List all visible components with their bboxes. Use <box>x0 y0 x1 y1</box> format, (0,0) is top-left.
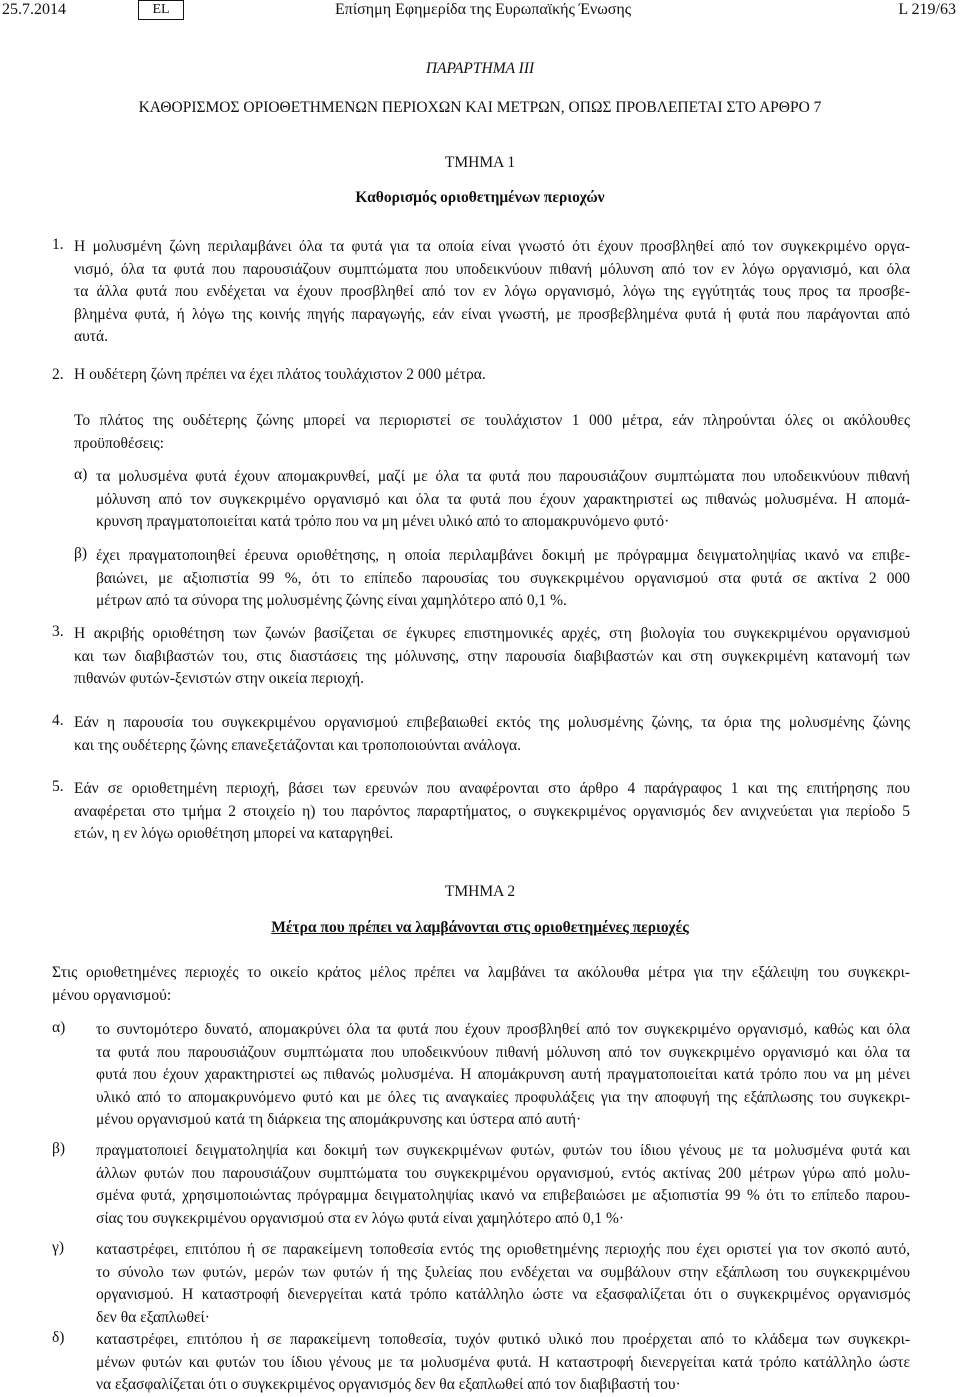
text-line: να εξασφαλίζεται ότι ο συγκεκριμένος οργανισμός δεν θα εξαπλωθεί από τον διαβιβαστή του· <box>96 1376 681 1393</box>
list-label: α) <box>74 466 88 483</box>
text-line: άλλων φυτών που παρουσιάζουν συμπτώματα του συγκεκριμένου οργανισμού, εντός ακτίνας 200 μέτρων γύρω από μολυ- <box>96 1164 910 1182</box>
text-line: μέτρων από τα σύνορα της μολυσμένης ζώνης είναι χαμηλότερο από 0,1 %. <box>96 592 567 609</box>
section1-subtitle: Καθορισμός οριοθετημένων περιοχών <box>355 189 605 206</box>
text-line: βλημένα φυτά, ή λόγω της κοινής πηγής παραγωγής, εάν είναι γνωστή, με προσβεβλημένα φυτά ή φυτά που παράγονται από <box>74 305 910 323</box>
text-line: το σύνολο των φυτών, μερών των φυτών ή της ξυλείας που ενδέχεται να συμβάλουν στην εξάπλωση του συγκεκριμένου <box>96 1263 910 1281</box>
text-line: τα μολυσμένα φυτά έχουν απομακρυνθεί, μαζί με όλα τα φυτά που παρουσιάζουν συμπτώματα που υποδεικνύουν πιθανή <box>96 468 910 485</box>
text-line: Η ακριβής οριοθέτηση των ζωνών βασίζεται σε έγκυρες επιστημονικές αρχές, στη βιολογία του συγκεκριμένου οργανισμού <box>74 625 910 642</box>
section2-title: ΤΜΗΜΑ 2 <box>444 883 516 900</box>
section2-item-b <box>96 1140 910 1230</box>
text-line: νισμό, όλα τα φυτά που παρουσιάζουν συμπτώματα που υποδεικνύουν πιθανή μόλυνση από τον εν λόγω οργανισμό, και όλα <box>74 260 910 278</box>
paragraph-number: 1. <box>52 236 64 253</box>
text-line: τα άλλα φυτά που ενδέχεται να έχουν προσβληθεί από τον εν λόγω οργανισμό, λόγω της εγγύτητάς τους προς τα προσβε- <box>74 283 910 300</box>
text-line: προϋποθέσεις: <box>74 434 164 452</box>
list-label: α) <box>52 1019 66 1036</box>
section1-paragraph-3 <box>74 623 910 691</box>
section1-item-b <box>96 545 910 613</box>
paragraph-number: 5. <box>52 778 64 795</box>
text-line: αναφέρεται στο τμήμα 2 στοιχείο η) του παρόντος παραρτήματος, ο συγκεκριμένος οργανισμός δεν ανιχνεύεται για περίοδο 5 <box>74 802 910 820</box>
text-line: σίας του συγκεκριμένου οργανισμού στα εν λόγω φυτά είναι χαμηλότερο από 0,1 %· <box>96 1209 625 1227</box>
journal-title: Επίσημη Εφημερίδα της Ευρωπαϊκής Ένωσης <box>335 1 632 18</box>
page-reference: L 219/63 <box>898 1 956 18</box>
list-label: β) <box>74 545 88 562</box>
text-line: Εάν σε οριοθετημένη περιοχή, βάσει των ερευνών που αναφέρονται στο άρθρο 4 παράγραφος 1 και της επιτήρησης που <box>74 780 910 797</box>
list-label: β) <box>52 1140 66 1157</box>
section1-paragraph-1 <box>74 236 910 349</box>
text-line: βαιώνει, με αξιοπιστία 99 %, ότι το επίπεδο παρουσίας του συγκεκριμένου οργανισμού στα φυτά σε ακτίνα 2 000 <box>96 569 910 587</box>
section1-paragraph-2b <box>74 410 910 455</box>
text-line: κρυνση πραγματοποιείται κατά τρόπο που να μη μένει υλικό από το απομακρυνόμενο φυτό· <box>96 513 670 530</box>
section2-subtitle: Μέτρα που πρέπει να λαμβάνονται στις οριοθετημένες περιοχές <box>271 919 689 936</box>
text-line: καταστρέφει, επιτόπου ή σε παρακείμενη τοποθεσία εντός της οριοθετημένης περιοχής που έχει οριστεί για τον σκοπό αυτό, <box>96 1241 910 1258</box>
text-line: υλικό από το απομακρυνόμενο φυτό και με όλες τις αναγκαίες προφυλάξεις για την αποφυγή της εξάπλωσης του συγκεκρι- <box>96 1088 910 1106</box>
text-line: το συντομότερο δυνατό, απομακρύνει όλα τα φυτά που έχουν προσβληθεί από τον συγκεκριμένο οργανισμό, καθώς και όλα <box>96 1021 910 1038</box>
section1-paragraph-4 <box>74 712 910 757</box>
section2-intro <box>52 962 910 1007</box>
text-line: και των διαβιβαστών του, στις διαστάσεις της μόλυνσης, στην παρουσία διαβιβαστών και στη συγκεκριμένη κατανομή των <box>74 647 910 665</box>
text-line: Η μολυσμένη ζώνη περιλαμβάνει όλα τα φυτά για τα οποία είναι γνωστό ότι έχουν προσβληθεί από τον συγκεκριμένο οργα- <box>74 238 910 255</box>
section1-item-a <box>96 466 910 534</box>
text-line: ετών, η εν λόγω οριοθέτηση μπορεί να καταργηθεί. <box>74 825 394 842</box>
section1-paragraph-5 <box>74 778 910 846</box>
text-line: και της ουδέτερης ζώνης επανεξετάζονται και τροποποιούνται ανάλογα. <box>74 736 522 754</box>
paragraph-number: 4. <box>52 712 64 729</box>
page-header <box>0 0 960 26</box>
list-label: δ) <box>52 1329 65 1346</box>
text-line: σμένα φυτά, χρησιμοποιώντας πρόγραμμα δειγματοληψίας ικανό να επιβεβαιώσει με αξιοπιστία 99 % ότι το επίπεδο παρου- <box>96 1187 910 1204</box>
language-code-box: EL <box>138 0 184 20</box>
section1-paragraph-2: Η ουδέτερη ζώνη πρέπει να έχει πλάτος τουλάχιστον 2 000 μέτρα. <box>74 366 486 383</box>
text-line: φυτά που έχουν χαρακτηριστεί ως πιθανώς μολυσμένα. Η απομάκρυνση αυτή πραγματοποιείται κατά τρόπο που να μη μένει <box>96 1066 910 1083</box>
paragraph-number: 3. <box>52 623 64 640</box>
text-line: Το πλάτος της ουδέτερης ζώνης μπορεί να περιοριστεί σε τουλάχιστον 1 000 μέτρα, εάν πληρούνται όλες οι ακόλουθες <box>74 412 910 429</box>
text-line: μένων φυτών και φυτών του ίδιου γένους με τα μολυσμένα φυτά. Η καταστροφή διενεργείται κατά τρόπο κατάλληλο ώστε <box>96 1353 910 1371</box>
text-line: αυτά. <box>74 328 109 345</box>
text-line: δεν θα εξαπλωθεί· <box>96 1308 210 1326</box>
main-title: ΚΑΘΟΡΙΣΜΟΣ ΟΡΙΟΘΕΤΗΜΕΝΩΝ ΠΕΡΙΟΧΩΝ ΚΑΙ ΜΕΤΡΩΝ, ΟΠΩΣ ΠΡΟΒΛΕΠΕΤΑΙ ΣΤΟ ΑΡΘΡΟ 7 <box>138 99 822 116</box>
text-line: καταστρέφει, επιτόπου ή σε παρακείμενη τοποθεσία, τυχόν φυτικό υλικό που προέρχεται από το κλάδεμα των συγκεκρι- <box>96 1331 910 1348</box>
text-line: Στις οριοθετημένες περιοχές το οικείο κράτος μέλος πρέπει να λαμβάνει τα ακόλουθα μέτρα για την εξάλειψη του συγκεκρι- <box>52 964 910 981</box>
text-line: μένου οργανισμού κατά τη διάρκεια της απομάκρυνσης και ύστερα από αυτή· <box>96 1111 582 1128</box>
section2-item-a <box>96 1019 910 1132</box>
text-line: μένου οργανισμού: <box>52 986 172 1004</box>
text-line: πιθανών φυτών-ξενιστών στην οικεία περιοχή. <box>74 670 364 687</box>
section1-title: ΤΜΗΜΑ 1 <box>444 154 516 171</box>
text-line: πραγματοποιεί δειγματοληψία και δοκιμή των συγκεκριμένων φυτών, φυτών του ίδιου γένους με τα μολυσμένα φυτά και <box>96 1142 910 1159</box>
list-label: γ) <box>52 1239 65 1256</box>
annex-title: ΠΑΡΑΡΤΗΜΑ III <box>425 60 535 77</box>
section2-item-c <box>96 1239 910 1329</box>
text-line: τα φυτά που παρουσιάζουν συμπτώματα που υποδεικνύουν πιθανή μόλυνση από τον συγκεκριμένο οργανισμό και όλα τα <box>96 1043 910 1061</box>
text-line: έχει πραγματοποιηθεί έρευνα οριοθέτησης, η οποία περιλαμβάνει δοκιμή με πρόγραμμα δειγματοληψίας ικανό να επιβε- <box>96 547 910 564</box>
text-line: Εάν η παρουσία του συγκεκριμένου οργανισμού επιβεβαιωθεί εκτός της μολυσμένης ζώνης, τα όρια της μολυσμένης ζώνης <box>74 714 910 731</box>
publication-date: 25.7.2014 <box>2 1 66 18</box>
section2-item-d <box>96 1329 910 1397</box>
paragraph-number: 2. <box>52 366 64 383</box>
text-line: μόλυνση από τον συγκεκριμένο οργανισμό και όλα τα φυτά που έχουν χαρακτηριστεί ως πιθανώς μολυσμένα. Η απομά- <box>96 490 910 508</box>
text-line: οργανισμού. Η καταστροφή διενεργείται κατά τρόπο κατάλληλο ώστε να εξασφαλίζεται ότι ο συγκεκριμένος οργανισμός <box>96 1286 910 1303</box>
